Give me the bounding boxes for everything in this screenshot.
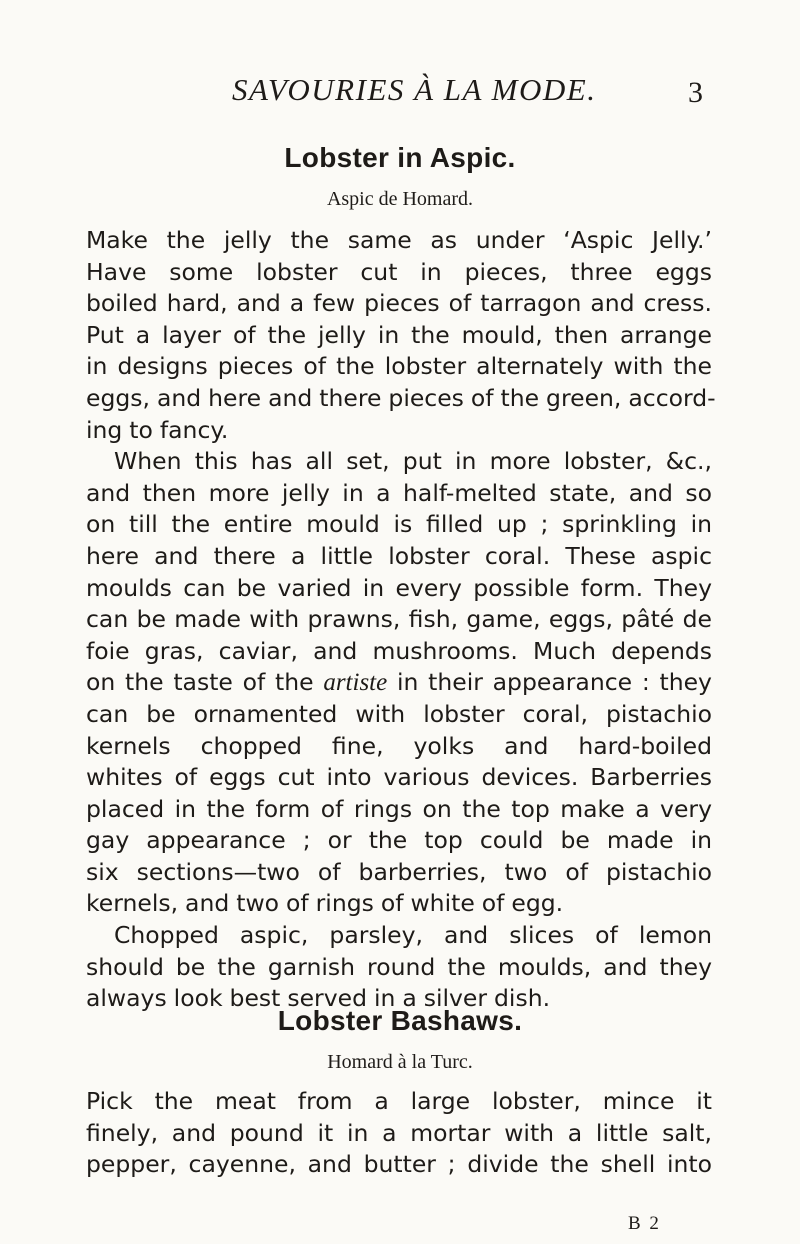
recipe-subtitle: Homard à la Turc. [327,1051,473,1073]
page-number: 3 [688,76,703,109]
running-title: SAVOURIES À LA MODE. [232,72,597,107]
body-line: moulds can be varied in every possible form. They [86,573,712,602]
body-line: can be made with prawns, fish, game, eggs, pâté de [86,605,712,634]
recipe-body [86,225,716,1015]
recipe-body [86,1086,712,1181]
body-line: foie gras, caviar, and mushrooms. Much depends [86,636,712,665]
body-line: Chopped aspic, parsley, and slices of lemon [114,921,712,950]
recipe-title: Lobster in Aspic. [284,142,516,173]
recipe-title: Lobster Bashaws. [277,1005,523,1036]
body-line: eggs, and here and there pieces of the green, accord- [86,383,716,412]
running-head [0,72,800,112]
body-line: placed in the form of rings on the top make a very [86,794,712,823]
body-line: boiled hard, and a few pieces of tarragon and cress. [86,289,712,318]
body-line: kernels, and two of rings of white of egg. [86,889,564,918]
body-line: pepper, cayenne, and butter ; divide the shell into [86,1150,712,1179]
signature-mark: B 2 [628,1213,661,1234]
body-line: Make the jelly the same as under ‘Aspic Jelly.’ [86,226,712,254]
italic-word: artiste [323,669,388,697]
body-line: gay appearance ; or the top could be made in [86,826,712,855]
body-line: Pick the meat from a large lobster, mince it [86,1087,712,1115]
body-line: and then more jelly in a half-melted state, and so [86,478,712,507]
body-line: Have some lobster cut in pieces, three eggs [86,257,712,286]
body-line: can be ornamented with lobster coral, pistachio [86,699,712,728]
body-line: finely, and pound it in a mortar with a little salt, [86,1118,712,1147]
body-line: on till the entire mould is filled up ; sprinkling in [86,510,712,539]
line-segment: on the taste of the [86,668,314,697]
body-line: always look best served in a silver dish. [86,984,551,1013]
body-line: six sections—two of barberries, two of pistachio [86,857,712,886]
body-line: ing to fancy. [86,415,229,444]
body-line-with-italic [86,667,712,699]
body-line: here and there a little lobster coral. These aspic [86,541,712,570]
line-segment: in their appearance : they [396,668,712,697]
body-line: When this has all set, put in more lobster, &c., [114,447,712,476]
body-line: kernels chopped fine, yolks and hard-boiled [86,731,712,760]
body-line: in designs pieces of the lobster alternately with the [86,352,712,381]
body-line: whites of eggs cut into various devices. Barberries [86,763,712,792]
body-line: Put a layer of the jelly in the mould, then arrange [86,320,712,349]
recipe-subtitle: Aspic de Homard. [326,188,474,210]
body-line: should be the garnish round the moulds, and they [86,952,712,981]
